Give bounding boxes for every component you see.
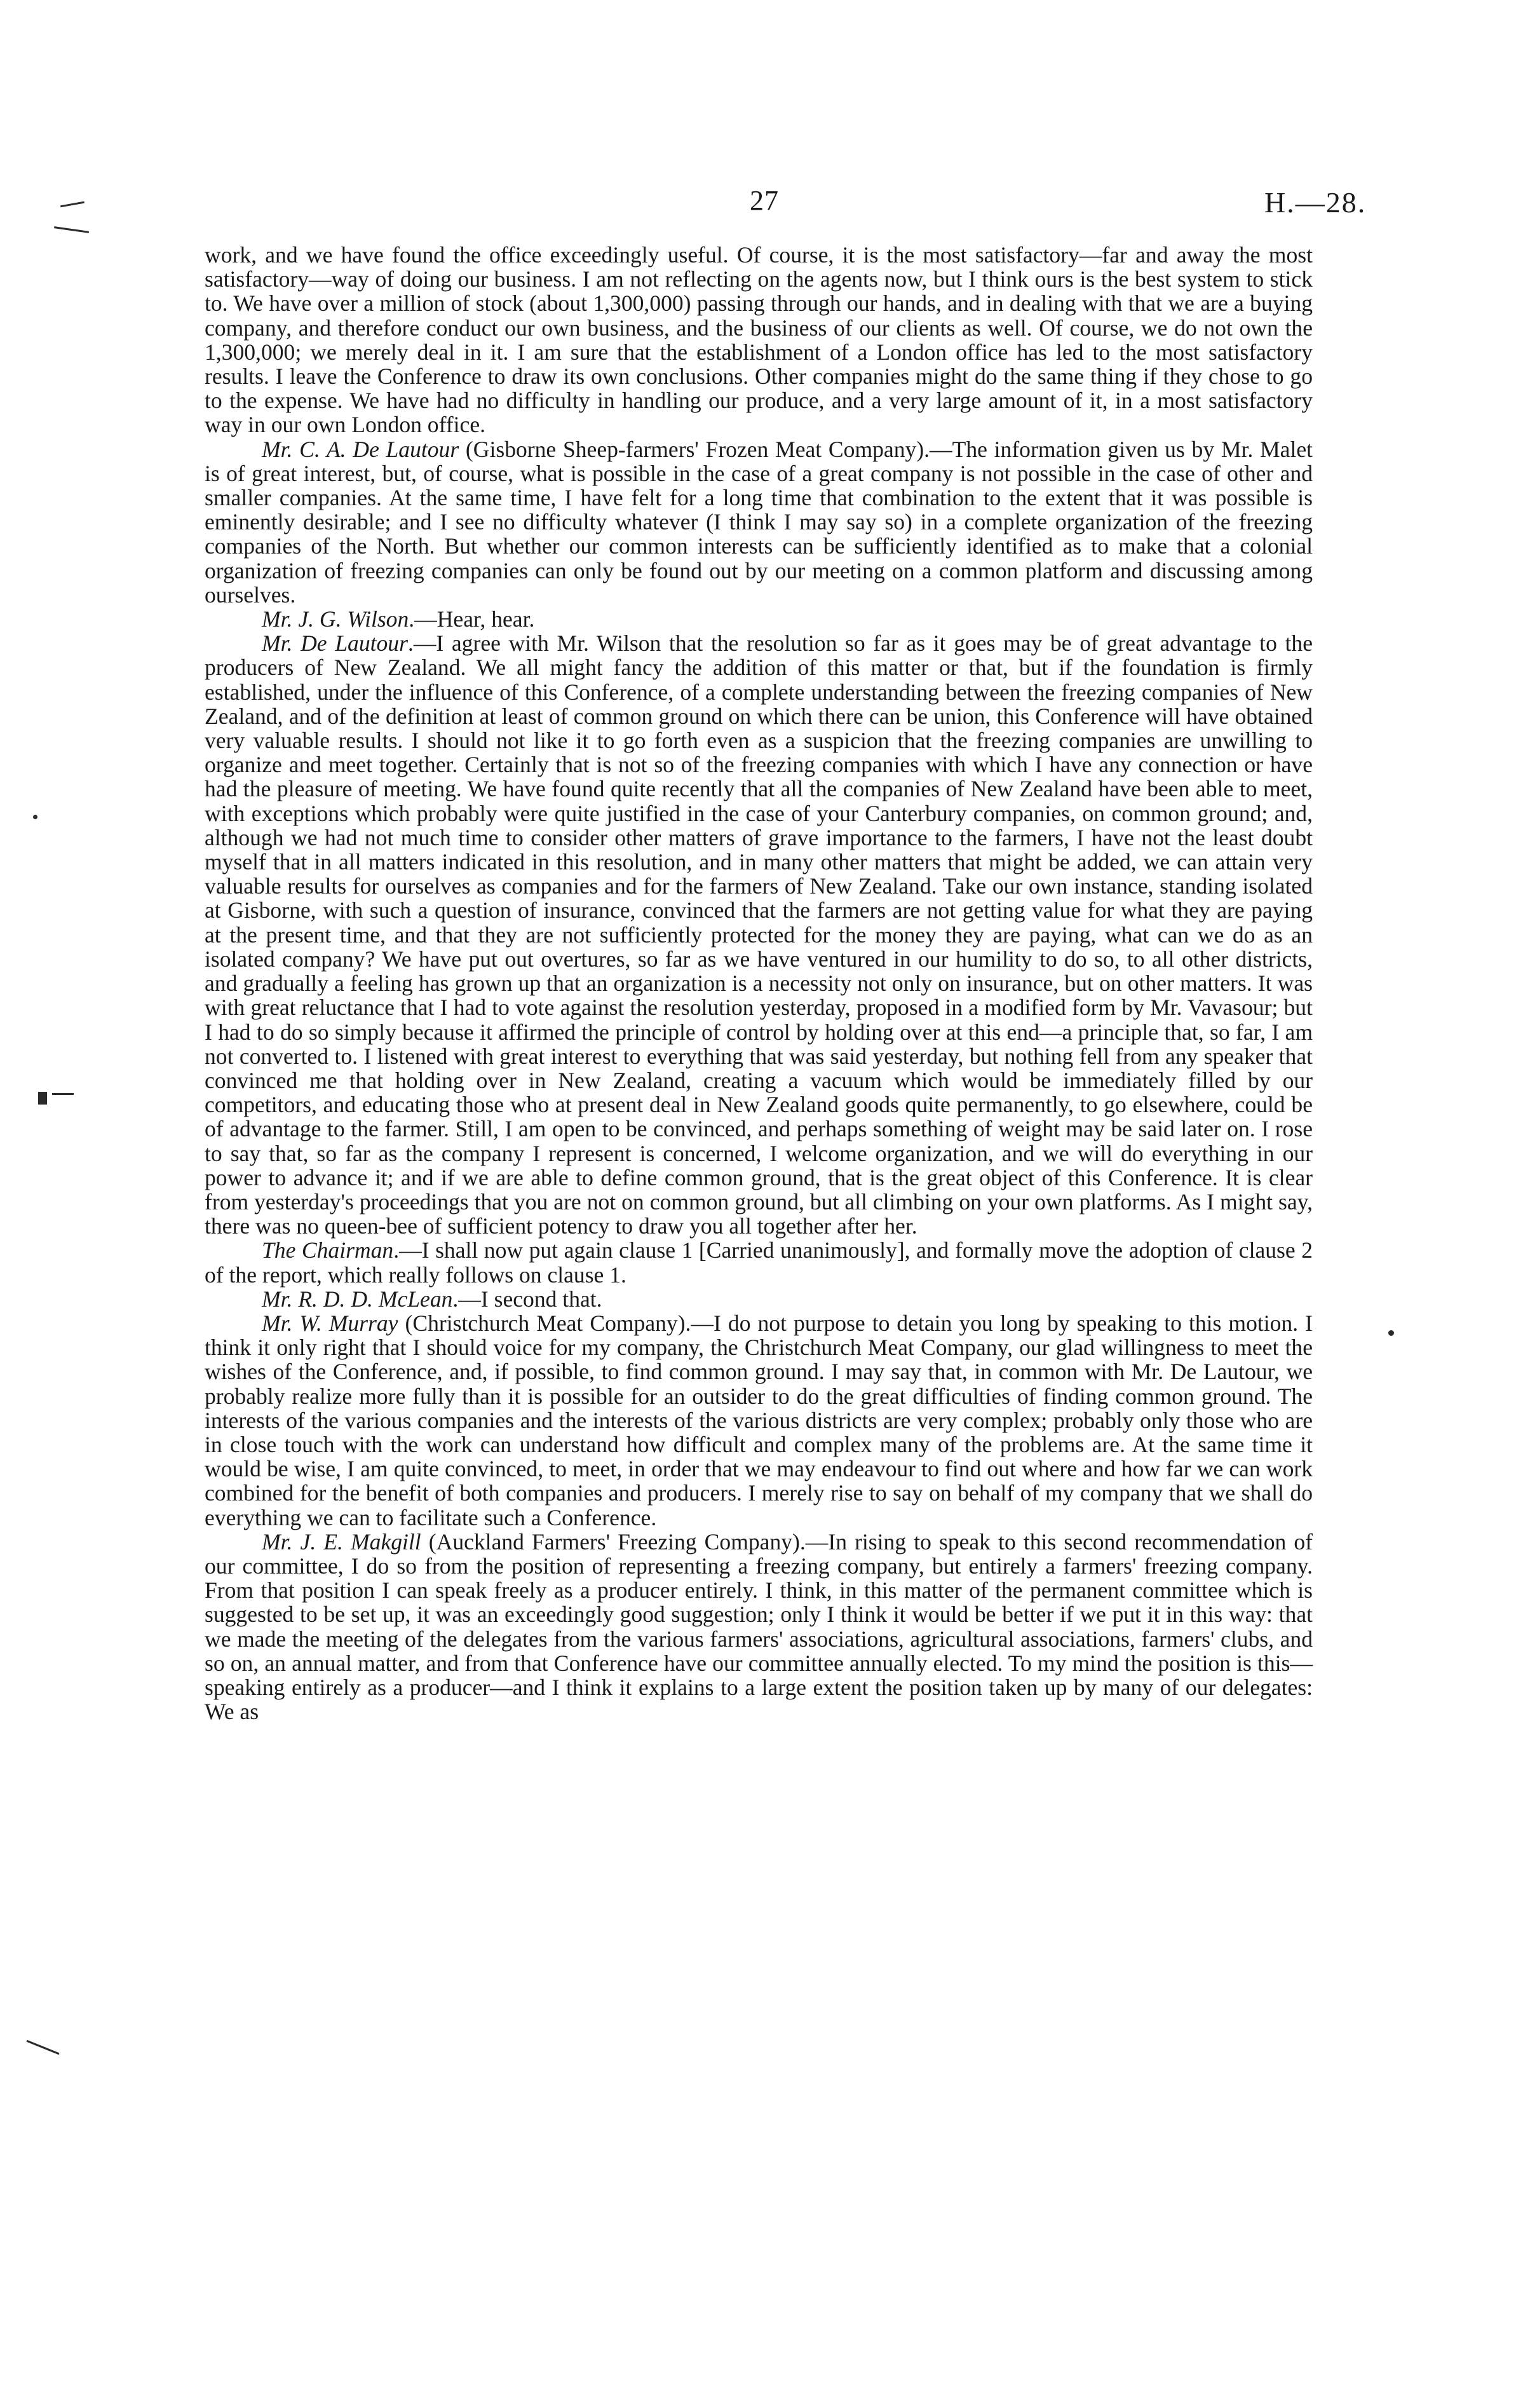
- margin-mark: [60, 201, 85, 208]
- page-number: 27: [750, 185, 779, 216]
- speaker-name: The Chairman: [262, 1237, 394, 1263]
- paragraph: [205, 1311, 1313, 1530]
- margin-mark: [38, 1092, 47, 1105]
- paragraph-text: (Christchurch Meat Company).—I do not purpose to detain you long by speaking to this motion. I think it only right that I should voice for my company, the Christchurch Meat Company, our glad willingness to meet the wishes of the Conference, and, if possible, to find common ground. I may say that, in common with Mr. De Lautour, we probably realize more fully than it is possible for an outsider to do the great difficulties of finding common ground. The interests of the various companies and the interests of the various districts are very complex; probably only those who are in close touch with the work can understand how difficult and complex many of the problems are. At the same time it would be wise, I am quite convinced, to meet, in order that we may endeavour to find out where and how far we can work combined for the benefit of both companies and producers. I merely rise to say on behalf of my company that we shall do everything we can to facilitate such a Conference.: [205, 1310, 1313, 1530]
- paragraph: [205, 607, 1313, 631]
- margin-mark: [52, 1093, 74, 1095]
- speaker-name: Mr. C. A. De Lautour: [262, 436, 459, 462]
- speaker-name: Mr. J. E. Makgill: [262, 1528, 421, 1554]
- speaker-name: Mr. R. D. D. McLean: [262, 1286, 453, 1312]
- margin-mark: [54, 226, 89, 233]
- speaker-name: Mr. J. G. Wilson: [262, 606, 409, 632]
- paragraph-text: .—I agree with Mr. Wilson that the resolution so far as it goes may be of great advantage to the producers of New Zealand. We all might fancy the addition of this matter or that, but if the foundation is firmly established, under the influence of this Conference, of a complete understanding between the freezing companies of New Zealand, and of the definition at least of common ground on which there can be union, this Conference will have obtained very valuable results. I should not like it to go forth even as a suspicion that the freezing companies are unwilling to organize and meet together. Certainly that is not so of the freezing companies with which I have any connection or have had the pleasure of meeting. We have found quite recently that all the companies of New Zealand have been able to meet, with exceptions which probably were quite justified in the case of your Canterbury companies, on common ground; and, although we had not much time to consider other matters of grave importance to the farmers, I have not the least doubt myself that in all matters indicated in this resolution, and in many other matters that might be added, we can attain very valuable results for ourselves as companies and for the farmers of New Zealand. Take our own instance, standing isolated at Gisborne, with such a question of insurance, convinced that the farmers are not getting value for what they are paying at the present time, and that they are not sufficiently protected for the money they are paying, what can we do as an isolated company? We have put out overtures, so far as we have ventured in our humility to do so, to all other districts, and gradually a feeling has grown up that an organization is a necessity not only on insurance, but on other matters. It was with great reluctance that I had to vote against the resolution yesterday, proposed in a modified form by Mr. Vavasour; but I had to do so simply because it affirmed the principle of control by holding over at this end—a principle that, so far, I am not converted to. I listened with great interest to everything that was said yesterday, but nothing fell from any speaker that convinced me that holding over in New Zealand, creating a vacuum which would be immediately filled by our competitors, and educating those who at present deal in New Zealand goods quite permanently, to go elsewhere, could be of advantage to the farmer. Still, I am open to be convinced, and perhaps something of weight may be said later on. I rose to say that, so far as the company I represent is concerned, I welcome organization, and we will do everything in our power to advance it; and if we are able to define common ground, that is the great object of this Conference. It is clear from yesterday's proceedings that you are not on common ground, but all climbing on your own platforms. As I might say, there was no queen-bee of sufficient potency to draw you all together after her.: [205, 630, 1313, 1239]
- paragraph-text: .—Hear, hear.: [409, 606, 535, 632]
- paragraph-text: work, and we have found the office exceedingly useful. Of course, it is the most satisfactory—far and away the most satisfactory—way of doing our business. I am not reflecting on the agents now, but I think ours is the best system to stick to. We have over a million of stock (about 1,300,000) passing through our hands, and in dealing with that we are a buying company, and therefore conduct our own business, and the business of our clients as well. Of course, we do not own the 1,300,000; we merely deal in it. I am sure that the establishment of a London office has led to the most satisfactory results. I leave the Conference to draw its own conclusions. Other companies might do the same thing if they chose to go to the expense. We have had no difficulty in handling our produce, and a very large amount of it, in a most satisfactory way in our own London office.: [205, 242, 1313, 438]
- speaker-name: Mr. De Lautour: [262, 630, 408, 656]
- paragraph-text: (Gisborne Sheep-farmers' Frozen Meat Company).—The information given us by Mr. Malet is of great interest, but, of course, what is possible in the case of a great company is not possible in the case of other and smaller companies. At the same time, I have felt for a long time that combination to the extent that it was possible is eminently desirable; and I see no difficulty whatever (I think I may say so) in a complete organization of the freezing companies of the North. But whether our common interests can be sufficiently identified as to make that a colonial organization of freezing companies can only be found out by our meeting on a common platform and discussing among ourselves.: [205, 436, 1313, 608]
- margin-mark: [1388, 1330, 1394, 1336]
- paragraph: [205, 631, 1313, 1238]
- speaker-name: Mr. W. Murray: [262, 1310, 398, 1336]
- margin-mark: [33, 815, 37, 819]
- paragraph-text: .—I shall now put again clause 1 [Carried unanimously], and formally move the adoption of clause 2 of the report, which really follows on clause 1.: [205, 1237, 1313, 1288]
- paragraph-text: (Auckland Farmers' Freezing Company).—In rising to speak to this second recommendation of our committee, I do so from the position of representing a freezing company, but entirely a farmers' freezing company. From that position I can speak freely as a producer entirely. I think, in this matter of the permanent committee which is suggested to be set up, it was an exceedingly good suggestion; only I think it would be better if we put it in this way: that we made the meeting of the delegates from the various farmers' associations, agricultural associations, farmers' clubs, and so on, an annual matter, and from that Conference have our committee annually elected. To my mind the position is this—speaking entirely as a producer—and I think it explains to a large extent the position taken up by many of our delegates: We as: [205, 1528, 1313, 1725]
- document-reference: H.—28.: [1264, 186, 1367, 219]
- paragraph: [205, 1287, 1313, 1311]
- paragraph: [205, 1238, 1313, 1286]
- paragraph: [205, 1530, 1313, 1724]
- paragraph-text: .—I second that.: [452, 1286, 602, 1312]
- body-text: [205, 243, 1313, 1724]
- margin-mark: [26, 2040, 59, 2055]
- paragraph: [205, 243, 1313, 437]
- paragraph: [205, 437, 1313, 607]
